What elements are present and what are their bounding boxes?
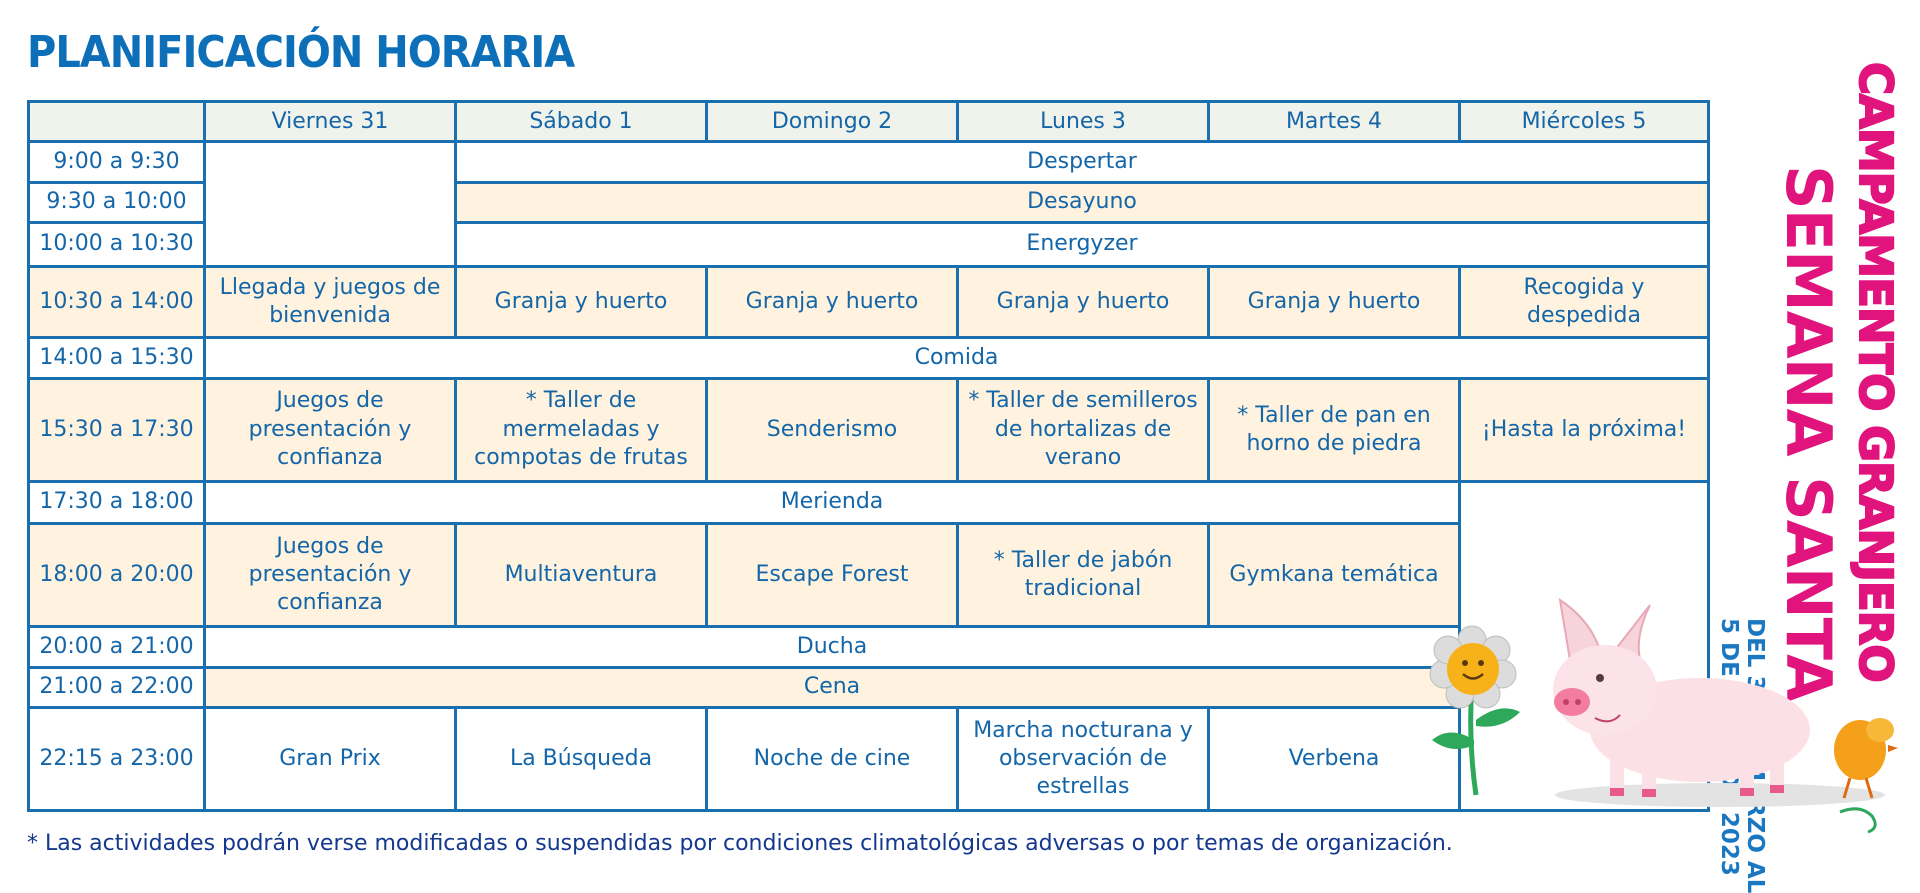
time-cell: 15:30 a 17:30 bbox=[29, 378, 205, 481]
activity-cell: Juegos de presentación y confianza bbox=[205, 524, 456, 627]
chick-icon bbox=[1834, 718, 1898, 832]
activity-cell: Escape Forest bbox=[707, 524, 958, 627]
time-cell: 21:00 a 22:00 bbox=[29, 667, 205, 707]
activity-cell: Gymkana temática bbox=[1209, 524, 1460, 627]
time-cell: 17:30 a 18:00 bbox=[29, 481, 205, 523]
flower-icon bbox=[1430, 626, 1520, 795]
activity-cell: Granja y huerto bbox=[958, 266, 1209, 338]
footnote: * Las actividades podrán verse modificadas o suspendidas por condiciones climatológicas adversas o por temas de organización. bbox=[27, 831, 1453, 856]
activity-cell: Recogida y despedida bbox=[1460, 266, 1709, 338]
activity-cell: Juegos de presentación y confianza bbox=[205, 378, 456, 481]
activity-cell: Senderismo bbox=[707, 378, 958, 481]
activity-cell: Marcha nocturana y observación de estrellas bbox=[958, 707, 1209, 810]
time-cell: 22:15 a 23:00 bbox=[29, 707, 205, 810]
time-cell: 9:30 a 10:00 bbox=[29, 182, 205, 222]
time-cell: 10:00 a 10:30 bbox=[29, 223, 205, 266]
day-header: Martes 4 bbox=[1209, 102, 1460, 142]
table-row bbox=[29, 378, 1709, 481]
activity-cell: Granja y huerto bbox=[707, 266, 958, 338]
activity-cell: Granja y huerto bbox=[1209, 266, 1460, 338]
activity-cell: Noche de cine bbox=[707, 707, 958, 810]
activity-cell: Granja y huerto bbox=[456, 266, 707, 338]
day-header: Miércoles 5 bbox=[1460, 102, 1709, 142]
day-header: Lunes 3 bbox=[958, 102, 1209, 142]
activity-cell: Cena bbox=[205, 667, 1460, 707]
day-header: Sábado 1 bbox=[456, 102, 707, 142]
page-title: PLANIFICACIÓN HORARIA bbox=[27, 28, 575, 78]
side-title-line1: CAMPAMENTO GRANJERO bbox=[1849, 62, 1902, 682]
activity-cell: ¡Hasta la próxima! bbox=[1460, 378, 1709, 481]
farm-illustration bbox=[1420, 590, 1900, 850]
activity-cell: Merienda bbox=[205, 481, 1460, 523]
header-row bbox=[29, 102, 1709, 142]
activity-cell: * Taller de semilleros de hortalizas de verano bbox=[958, 378, 1209, 481]
activity-cell: Llegada y juegos de bienvenida bbox=[205, 266, 456, 338]
activity-cell: Ducha bbox=[205, 627, 1460, 667]
activity-cell: Multiaventura bbox=[456, 524, 707, 627]
table-row bbox=[29, 142, 1709, 182]
day-header: Domingo 2 bbox=[707, 102, 958, 142]
day-header: Viernes 31 bbox=[205, 102, 456, 142]
empty-cell bbox=[205, 142, 456, 266]
activity-cell: * Taller de pan en horno de piedra bbox=[1209, 378, 1460, 481]
time-cell: 20:00 a 21:00 bbox=[29, 627, 205, 667]
table-row bbox=[29, 481, 1709, 523]
activity-cell: * Taller de mermeladas y compotas de frutas bbox=[456, 378, 707, 481]
activity-cell: Gran Prix bbox=[205, 707, 456, 810]
side-title-line2: SEMANA SANTA bbox=[1772, 165, 1845, 702]
time-cell: 14:00 a 15:30 bbox=[29, 338, 205, 378]
pig-icon bbox=[1553, 600, 1810, 797]
activity-cell: Despertar bbox=[456, 142, 1709, 182]
activity-cell: Desayuno bbox=[456, 182, 1709, 222]
activity-cell: La Búsqueda bbox=[456, 707, 707, 810]
time-cell: 18:00 a 20:00 bbox=[29, 524, 205, 627]
time-cell: 9:00 a 9:30 bbox=[29, 142, 205, 182]
table-row bbox=[29, 338, 1709, 378]
activity-cell: Verbena bbox=[1209, 707, 1460, 810]
header-corner bbox=[29, 102, 205, 142]
activity-cell: Comida bbox=[205, 338, 1709, 378]
table-row bbox=[29, 266, 1709, 338]
time-cell: 10:30 a 14:00 bbox=[29, 266, 205, 338]
activity-cell: Energyzer bbox=[456, 223, 1709, 266]
activity-cell: * Taller de jabón tradicional bbox=[958, 524, 1209, 627]
